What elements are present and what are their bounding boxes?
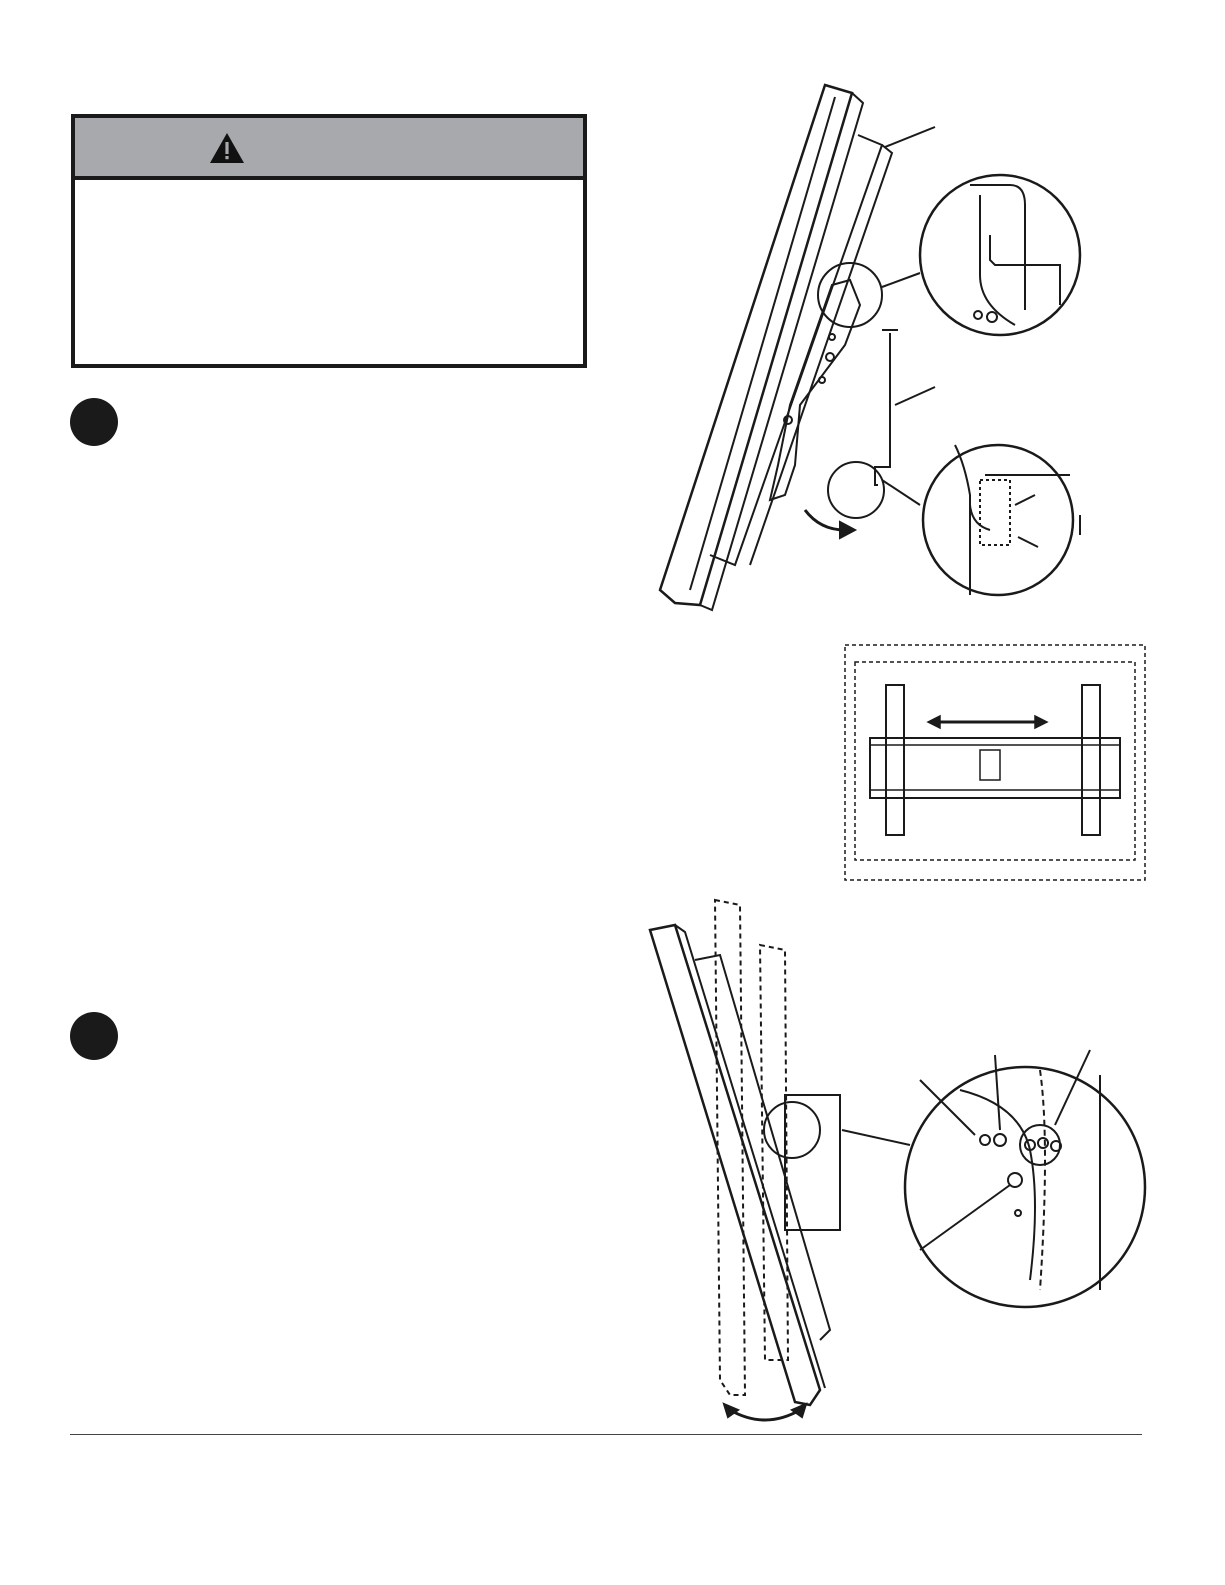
figure-wall-plate: [840, 640, 1150, 885]
footer-divider: [70, 1434, 1142, 1435]
warning-header: [75, 118, 583, 180]
detail-circle-upper: [920, 175, 1080, 335]
warning-box: [71, 114, 587, 368]
step-2-bullet: [70, 1012, 118, 1060]
detail-circle-tilt: [905, 1050, 1145, 1307]
figure-tilt-adjustment: [620, 890, 1225, 1430]
step-1-bullet: [70, 398, 118, 446]
figure-hook-display: [620, 75, 1225, 615]
warning-triangle-icon: [209, 132, 245, 164]
detail-circle-lower: [923, 445, 1080, 595]
display-panel-side-view: [660, 85, 892, 610]
